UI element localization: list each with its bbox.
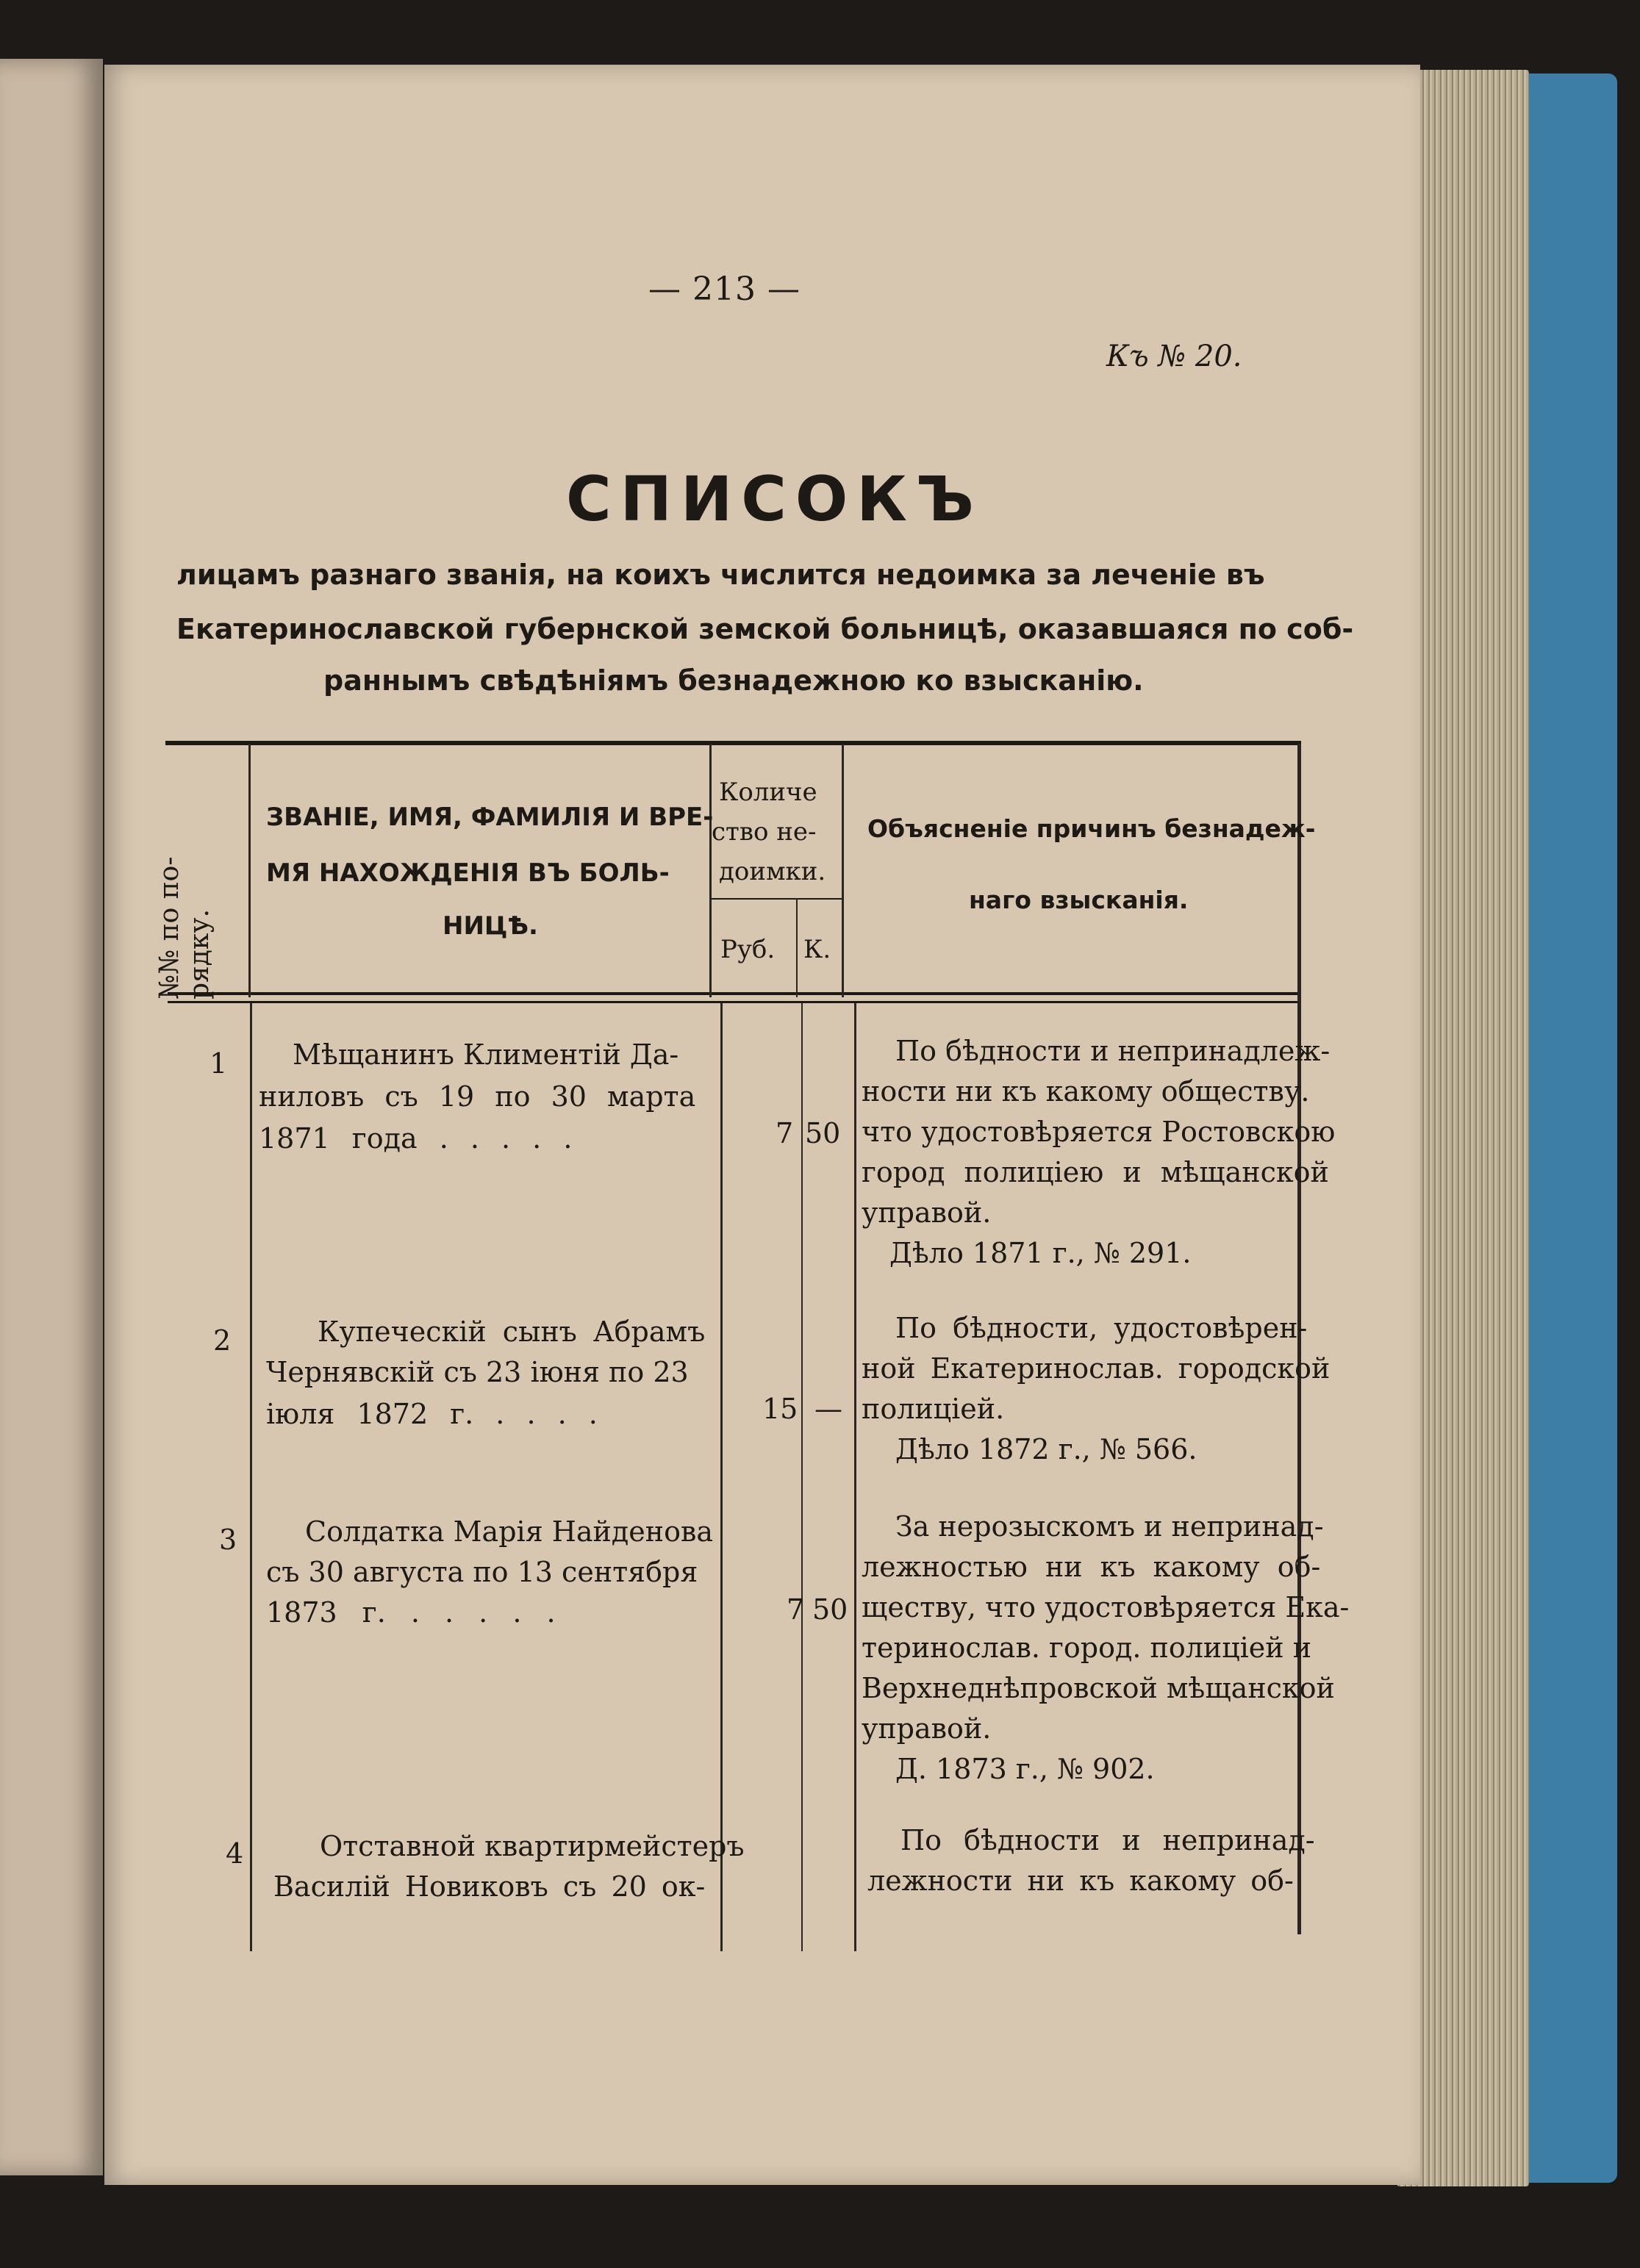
- row-3-kop: 50: [812, 1593, 848, 1626]
- row-2-reason-line-1: По бѣдности, удостовѣрен-: [895, 1312, 1308, 1344]
- col-divider-3: [854, 1003, 856, 1951]
- row-1-number: 1: [210, 1047, 228, 1080]
- row-1-name-line-1: Мѣщанинъ Климентій Да-: [293, 1038, 679, 1071]
- col-divider-2: [720, 1003, 723, 1951]
- header-amount-line-2: ство не-: [712, 817, 817, 847]
- row-4-name-line-2: Василій Новиковъ съ 20 ок-: [273, 1870, 706, 1903]
- subtitle-line-2: Екатеринославской губернской земской больницѣ, оказавшаяся по соб-: [176, 613, 1354, 645]
- row-3-number: 3: [219, 1524, 237, 1556]
- row-2-rub: 15: [762, 1393, 798, 1425]
- col-divider-1: [250, 1003, 252, 1951]
- row-1-name-line-3: 1871 года . . . . .: [259, 1122, 573, 1155]
- row-1-reason-line-4: город полиціею и мѣщанской: [862, 1156, 1329, 1188]
- col-divider-rub-header: [796, 898, 798, 997]
- row-1-reason-line-3: что удостовѣряется Ростовскою: [862, 1116, 1336, 1148]
- row-2-reason-line-3: полиціей.: [862, 1393, 1005, 1425]
- row-2-reason-line-2: ной Екатеринослав. городской: [862, 1352, 1331, 1385]
- row-4-name-line-1: Отставной квартирмейстеръ: [320, 1830, 745, 1862]
- header-name-line-3: НИЦѢ.: [443, 911, 538, 941]
- col-divider-1-header: [248, 744, 251, 997]
- header-amount-line-3: доимки.: [719, 857, 826, 886]
- row-3-reason-line-5: Верхнеднѣпровской мѣщанской: [862, 1672, 1335, 1704]
- row-3-name-line-1: Солдатка Марія Найденова: [305, 1515, 714, 1548]
- row-4-reason-line-1: По бѣдности и непринад-: [900, 1824, 1315, 1856]
- header-number-line-1: №№ по по-: [154, 856, 185, 1000]
- left-page-edge: [0, 59, 103, 2175]
- header-reason-line-2: наго взысканія.: [969, 886, 1189, 914]
- col-divider-rub: [801, 1003, 803, 1951]
- header-reason-line-1: Объясненіе причинъ безнадеж-: [867, 814, 1316, 843]
- row-3-name-line-2: съ 30 августа по 13 сентября: [266, 1556, 698, 1588]
- reference-label: Къ № 20.: [1106, 340, 1242, 373]
- col-divider-3-header: [842, 744, 844, 997]
- row-2-name-line-2: Чернявскій съ 23 іюня по 23: [266, 1356, 689, 1388]
- row-3-case: Д. 1873 г., № 902.: [895, 1753, 1155, 1785]
- row-1-case: Дѣло 1871 г., № 291.: [889, 1237, 1192, 1269]
- header-rub: Руб.: [720, 935, 776, 964]
- row-3-reason-line-6: управой.: [862, 1712, 992, 1745]
- header-number-line-2: рядку.: [185, 908, 215, 1000]
- row-4-number: 4: [226, 1837, 244, 1870]
- row-3-reason-line-2: лежностью ни къ какому об-: [862, 1551, 1321, 1583]
- header-amount-line-1: Количе: [719, 778, 817, 807]
- header-rule-2: [168, 1001, 1300, 1003]
- row-3-rub: 7: [787, 1593, 805, 1626]
- row-2-name-line-3: іюля 1872 г. . . . .: [266, 1398, 598, 1430]
- row-2-name-line-1: Купеческій сынъ Абрамъ: [318, 1316, 706, 1348]
- row-2-kop: —: [814, 1393, 842, 1425]
- row-1-rub: 7: [776, 1117, 794, 1149]
- row-3-name-line-3: 1873 г. . . . . .: [266, 1596, 556, 1629]
- row-2-case: Дѣло 1872 г., № 566.: [895, 1433, 1197, 1465]
- row-3-reason-line-3: ществу, что удостовѣряется Ека-: [862, 1591, 1350, 1623]
- row-1-reason-line-5: управой.: [862, 1196, 992, 1229]
- row-4-reason-line-2: лежности ни къ какому об-: [867, 1865, 1294, 1897]
- row-2-number: 2: [213, 1324, 232, 1357]
- row-1-name-line-2: ниловъ съ 19 по 30 марта: [259, 1080, 696, 1113]
- table-top-rule: [165, 741, 1301, 745]
- page-number: — 213 —: [648, 270, 801, 308]
- amount-subrule: [709, 898, 842, 900]
- subtitle-line-3: раннымъ свѣдѣніямъ безнадежною ко взысканію.: [323, 664, 1144, 697]
- subtitle-line-1: лицамъ разнаго званія, на коихъ числится недоимка за леченіе въ: [176, 559, 1265, 591]
- header-kop: К.: [803, 935, 831, 964]
- row-1-reason-line-2: ности ни къ какому обществу.: [862, 1075, 1310, 1108]
- header-name-line-2: МЯ НАХОЖДЕНІЯ ВЪ БОЛЬ-: [266, 858, 670, 888]
- row-3-reason-line-1: За нерозыскомъ и непринад-: [895, 1510, 1324, 1543]
- page-title: СПИСОКЪ: [566, 463, 983, 535]
- header-name-line-1: ЗВАНІЕ, ИМЯ, ФАМИЛІЯ И ВРЕ-: [266, 803, 714, 832]
- row-3-reason-line-4: теринослав. город. полиціей и: [862, 1632, 1312, 1664]
- row-1-kop: 50: [805, 1117, 841, 1149]
- col-divider-2-header: [709, 744, 712, 997]
- row-1-reason-line-1: По бѣдности и непринадлеж-: [895, 1035, 1331, 1067]
- header-number: [154, 856, 215, 1000]
- header-rule-1: [168, 992, 1300, 995]
